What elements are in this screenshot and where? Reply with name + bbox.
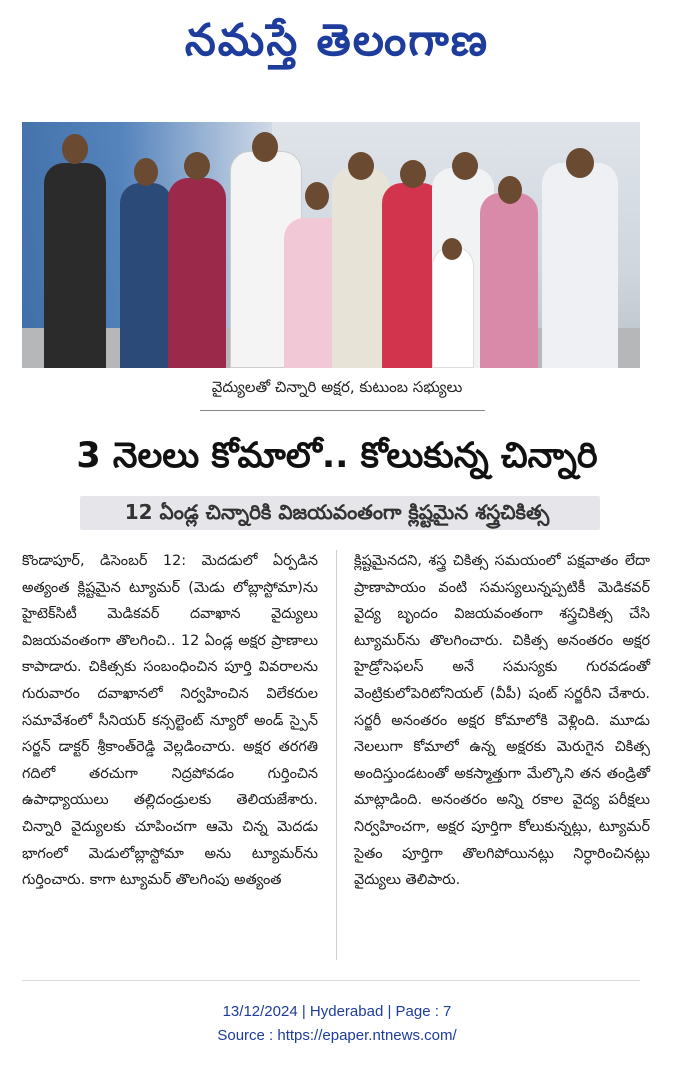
photo-person: [566, 148, 594, 178]
photo-person: [348, 152, 374, 180]
footer-source-link[interactable]: Source : https://epaper.ntnews.com/: [217, 1027, 457, 1044]
footer-date-edition-page: 13/12/2024 | Hyderabad | Page : 7: [222, 1003, 452, 1020]
photo-person: [432, 246, 474, 368]
article-body-left-column: కొండాపూర్, డిసెంబర్ 12: మెదడులో ఏర్పడిన అత్యంత క్లిష్టమైన ట్యూమర్ (మెడు లోబ్లాస్టోమా)ను హైటెక్‌సిటీ మెడికవర్ దవాఖాన వైద్యులు విజయవంతంగా తొలగించి.. 12 ఏండ్ల అక్షర ప్రాణాలు కాపాడారు. చికిత్సకు సంబంధించిన పూర్తి వివరాలను గురువారం దవాఖానలో నిర్వహించిన విలేకరుల సమావేశంలో సీనియర్ కన్సల్టెంట్ న్యూరో అండ్ స్పైన్ సర్జన్ డాక్టర్ శ్రీకాంత్‌రెడ్డి వెల్లడించారు. అక్షర తరగతి గదిలో తరచుగా నిద్రపోవడం గుర్తించిన ఉపాధ్యాయులు తల్లిదండ్రులకు తెలియజేశారు. చిన్నారి వైద్యులకు చూపించగా ఆమె చిన్న మెదడు భాగంలో మెడులోబ్లాస్టోమా అను ట్యూమర్‌ను గుర్తించారు. కాగా ట్యూమర్ తొలగింపు అత్యంత: [22, 553, 318, 889]
photo-person: [498, 176, 522, 204]
article-subheadline: 12 ఏండ్ల చిన్నారికి విజయవంతంగా క్లిష్టమైన శస్త్రచికిత్స: [124, 500, 550, 524]
photo-person: [480, 193, 538, 368]
photo-person: [542, 163, 618, 368]
photo-person: [120, 183, 172, 368]
photo-caption: వైద్యులతో చిన్నారి అక్షర, కుటుంబ సభ్యులు: [211, 378, 463, 396]
photo-person: [62, 134, 88, 164]
photo-person: [134, 158, 158, 186]
photo-person: [452, 152, 478, 180]
column-divider: [336, 550, 337, 960]
caption-underline: [200, 410, 485, 411]
article-body-right-column: క్లిష్టమైనదని, శస్త్ర చికిత్స సమయంలో పక్షవాతం లేదా ప్రాణాపాయం వంటి సమస్యలున్నప్పటికీ మెడికవర్ వైద్య బృందం విజయవంతంగా శస్త్రచికిత్స చేసి ట్యూమర్‌ను తొలగించారు. చికిత్స అనంతరం అక్షర హైడ్రోసెఫలస్ అనే సమస్యకు గురవడంతో వెంట్రికులోపెరిటోనియల్ (వీపీ) షంట్ సర్జరీని చేశారు. సర్జరీ అనంతరం అక్షర కోమాలోకి వెళ్లింది. మూడు నెలలుగా కోమాలో ఉన్న అక్షరకు మెరుగైన చికిత్స అందిస్తుండటంతో అకస్మాత్తుగా మేల్కొని తన తండ్రితో మాట్లాడింది. అనంతరం అన్ని రకాల వైద్య పరీక్షలు నిర్వహించగా, అక్షర పూర్తిగా కోలుకున్నట్లు, ట్యూమర్ సైతం పూర్తిగా తొలగిపోయినట్లు నిర్ధారించినట్లు వైద్యులు తెలిపారు.: [354, 553, 650, 889]
newspaper-masthead: నమస్తే తెలంగాణ: [184, 15, 490, 66]
photo-person: [44, 163, 106, 368]
photo-person: [184, 152, 210, 180]
photo-person: [252, 132, 278, 162]
photo-person: [305, 182, 329, 210]
photo-person: [442, 238, 462, 260]
photo-person: [400, 160, 426, 188]
article-headline: 3 నెలలు కోమాలో.. కోలుకున్న చిన్నారి: [76, 436, 598, 476]
group-photo: [22, 122, 640, 368]
photo-person: [168, 178, 226, 368]
footer-divider: [22, 980, 640, 981]
